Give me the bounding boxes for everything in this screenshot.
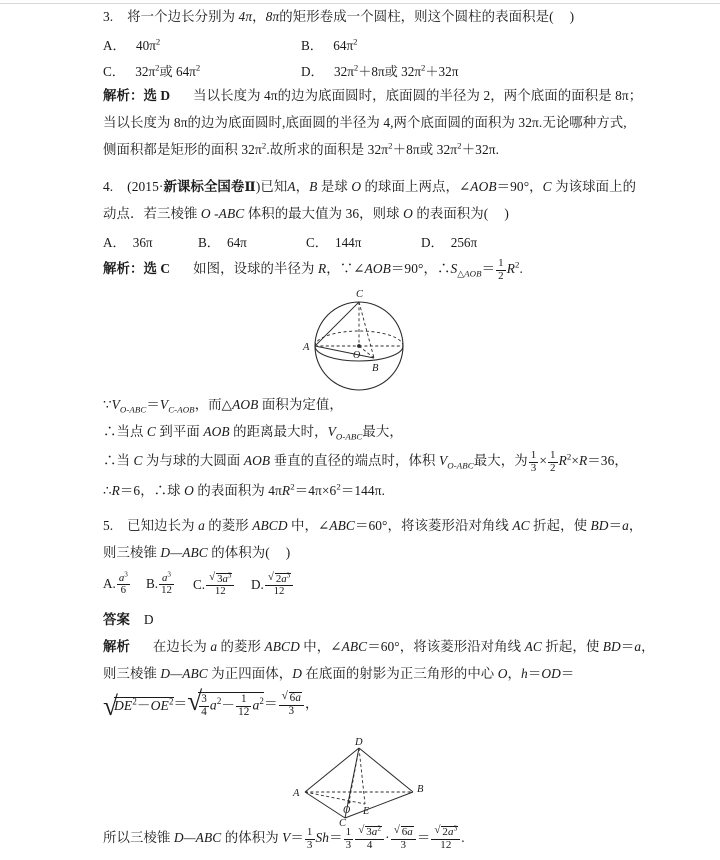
option-value: $32\pi^2+8\pi$或 $32\pi^2+32\pi$: [334, 62, 459, 79]
solution-label: 解析：: [103, 88, 144, 103]
problem-3-option-c[interactable]: [103, 61, 200, 80]
edge-AC: [305, 792, 345, 818]
point-O: [348, 801, 351, 804]
option-value: 256π: [450, 235, 478, 250]
problem-4-number: 4.: [103, 179, 114, 194]
problem-3-stem-text: 将一个边长分别为: [127, 9, 236, 24]
label-C: C: [339, 818, 347, 826]
solution-text: 当以长度为 8π的边为底面圆时,底面圆的半径为 4,两个底面圆的面积为 32π.无论哪种方式,: [103, 115, 627, 130]
problem-4-stem-text: 已知A，B 是球 O 的球面上两点，∠AOB＝90°，C 为该球面上的: [260, 179, 637, 194]
problem-3-options-row-1: [103, 35, 615, 61]
label-B: B: [417, 784, 424, 795]
problem-4-source-bold: 新课标全国卷Ⅱ: [163, 179, 256, 194]
edge-AB: [315, 346, 374, 358]
solution-text: ∴当点 C 到平面 AOB 的距离最大时，$V_{O-ABC}$最大，: [103, 424, 403, 442]
label-O: O: [353, 350, 361, 361]
edge-DO-height: [349, 748, 359, 802]
problem-3-sep: ，: [252, 9, 266, 24]
option-value: $\frac{a^3}{6}$: [118, 570, 128, 597]
problem-4-solution-line-4: [103, 449, 628, 482]
option-label: B．: [301, 38, 323, 53]
problem-3-stem-text-2: 的矩形卷成一个圆柱，则这个圆柱的表面积是(: [279, 9, 554, 24]
label-O: O: [343, 805, 351, 816]
problem-4-stem-line-2: [103, 205, 615, 232]
problem-4-option-c[interactable]: [306, 232, 361, 251]
solution-text: √ $DE^2-OE^2=$ √ $\frac{3}{4}$ $a^2-$ $\frac{1}{12}$ $a^2=$ √ $\frac{6a}{3}$ ，: [103, 696, 319, 711]
option-label: C．: [306, 235, 328, 250]
problem-5-options-row: [103, 571, 615, 611]
option-label: C．: [103, 64, 125, 79]
option-label: A.: [103, 576, 116, 592]
problem-3-value-b: 8π: [265, 9, 280, 24]
edge-CB: [359, 302, 374, 358]
option-value: 144π: [334, 235, 362, 250]
option-label: D.: [251, 577, 264, 593]
problem-3-option-a[interactable]: [103, 35, 160, 54]
option-label: C.: [193, 577, 206, 593]
option-value: $40\pi^2$: [136, 36, 161, 53]
problem-4-stem-line-1: [103, 178, 637, 205]
problem-5-stem-text-2: 则三棱锥 D—ABC 的体积为( ): [103, 545, 291, 560]
problem-4-solution-line-2: [103, 396, 615, 423]
option-value: √ $\frac{2a^3}{12}$: [265, 573, 293, 598]
solution-text: 侧面积都是矩形的面积 $32\pi^2$.故所求的面积是 $32\pi^2+8\pi$或 $32\pi^2+32\pi$.: [103, 140, 500, 157]
label-E: E: [363, 806, 370, 817]
label-A: A: [293, 788, 300, 799]
problem-4-source-suffix: ): [255, 179, 261, 194]
problem-3-solution-line-3: [103, 141, 615, 168]
problem-5-stem-line-2: [103, 544, 615, 571]
answer-value: D: [143, 612, 154, 627]
option-value: $64\pi^2$: [333, 36, 358, 53]
document-content: [103, 8, 655, 860]
option-value: 64π: [226, 235, 247, 250]
problem-3-stem: [103, 8, 615, 35]
problem-3-value-a: 4π: [238, 9, 253, 24]
problem-5-stem-text: 已知边长为 a 的菱形 ABCD 中，∠ABC＝60°，将该菱形沿对角线 AC 折起，使 BD＝a，: [127, 518, 643, 533]
edge-AC: [315, 302, 359, 346]
option-label: D．: [421, 235, 444, 250]
solution-text: ∴当 C 为与球的大圆面 AOB 垂直的直径的端点时，体积 $V_{O-ABC}$最大，为 $\frac{1}{3}$ × $\frac{1}{2}$ $R^2\times R=36$，: [103, 449, 628, 474]
problem-3-option-d[interactable]: [301, 61, 458, 80]
edge-DE: [359, 748, 365, 804]
solution-text: ∴R＝6，∴球 O 的表面积为 $4\pi R^2=4\pi\times 6^2=144\pi$.: [103, 481, 386, 498]
problem-5-conclusion: [103, 826, 615, 860]
problem-5-answer: [103, 611, 615, 638]
edge-CB: [345, 792, 413, 818]
option-value: $32\pi^2$或 $64\pi^2$: [135, 62, 201, 79]
problem-4-solution-line-5: [103, 482, 615, 509]
problem-4-option-d[interactable]: [421, 232, 477, 251]
solution-text: 在边长为 a 的菱形 ABCD 中，∠ABC＝60°，将该菱形沿对角线 AC 折起，使 BD＝a，: [152, 639, 655, 654]
problem-4-source-prefix: (2015·: [127, 179, 164, 194]
problem-4-stem-text-2: 动点．若三棱锥 O -ABC 体积的最大值为 36，则球 O 的表面积为( ): [103, 206, 509, 221]
problem-3-solution-line-1: [103, 87, 643, 114]
label-D: D: [355, 737, 363, 748]
label-A: A: [303, 342, 310, 353]
problem-3-options-row-2: [103, 61, 615, 87]
solution-text: 则三棱锥 D—ABC 为正四面体，D 在底面的射影为正三角形的中心 O，h＝OD＝: [103, 666, 575, 681]
conclusion-text: 所以三棱锥 D—ABC 的体积为 V＝ $\frac{1}{3}$ Sh＝ $\frac{1}{3}$ √ $\frac{3a^2}{4}$ · √ $\frac{6a}{3}$ ＝ √ $\frac{2a^3}{12}$ .: [103, 830, 465, 845]
solution-choice: 选 D: [143, 88, 171, 103]
problem-5-solution-line-1: [103, 638, 655, 665]
problem-3-stem-close: ): [569, 9, 575, 24]
option-label: D．: [301, 64, 324, 79]
label-C: C: [356, 289, 364, 300]
option-value: 36π: [132, 235, 153, 250]
problem-5-solution-line-3: [103, 692, 615, 734]
edge-BD: [359, 748, 413, 792]
solution-label: 解析：: [103, 261, 144, 277]
option-value: $\frac{a^3}{12}$: [161, 570, 172, 597]
point-O: [357, 344, 361, 348]
problem-5-number: 5.: [103, 518, 114, 533]
problem-3-number: 3.: [103, 9, 114, 24]
problem-3-solution-line-2: [103, 114, 627, 141]
label-B: B: [372, 363, 379, 374]
tetrahedron-diagram: [103, 734, 615, 826]
option-label: B.: [146, 576, 159, 592]
edge-AD: [305, 748, 359, 792]
solution-choice: 选 C: [143, 261, 171, 277]
problem-5-option-d[interactable]: [251, 573, 294, 598]
answer-label: 答案: [103, 612, 130, 627]
option-value: √ $\frac{3a^3}{12}$: [206, 573, 234, 598]
solution-text: 如图，设球的半径为 R，∵∠AOB＝90°，$\therefore S_{\triangle AOB}=$ $\frac{1}{2}$ $R^2$.: [193, 257, 523, 282]
problem-4-option-a[interactable]: [103, 232, 153, 251]
problem-4-solution-line-3: [103, 423, 615, 450]
solution-text: $\because V_{O-ABC}=V_{C-AOB}$，而△AOB 面积为定值，: [103, 397, 343, 415]
problem-4-option-b[interactable]: [198, 232, 247, 251]
problem-5-solution-line-2: [103, 665, 615, 692]
tetrahedron-svg: [283, 734, 435, 826]
sphere-svg: [286, 288, 432, 394]
option-label: B．: [198, 235, 220, 250]
problem-5-option-a[interactable]: [103, 570, 131, 597]
problem-5-option-b[interactable]: [146, 570, 175, 597]
page-top-rule: [0, 3, 720, 4]
option-label: A．: [103, 235, 126, 250]
problem-5-stem-line-1: [103, 517, 643, 544]
problem-3-option-b[interactable]: [301, 35, 358, 54]
option-label: A．: [103, 38, 126, 53]
problem-4-solution-line-1: [103, 258, 615, 288]
solution-label: 解析: [103, 639, 130, 654]
problem-5-option-c[interactable]: [193, 573, 235, 598]
sphere-diagram: [103, 288, 615, 396]
solution-text: 当以长度为 4π的边为底面圆时，底面圆的半径为 2，两个底面的面积是 8π；: [193, 88, 643, 103]
problem-4-options-row: [103, 232, 615, 258]
